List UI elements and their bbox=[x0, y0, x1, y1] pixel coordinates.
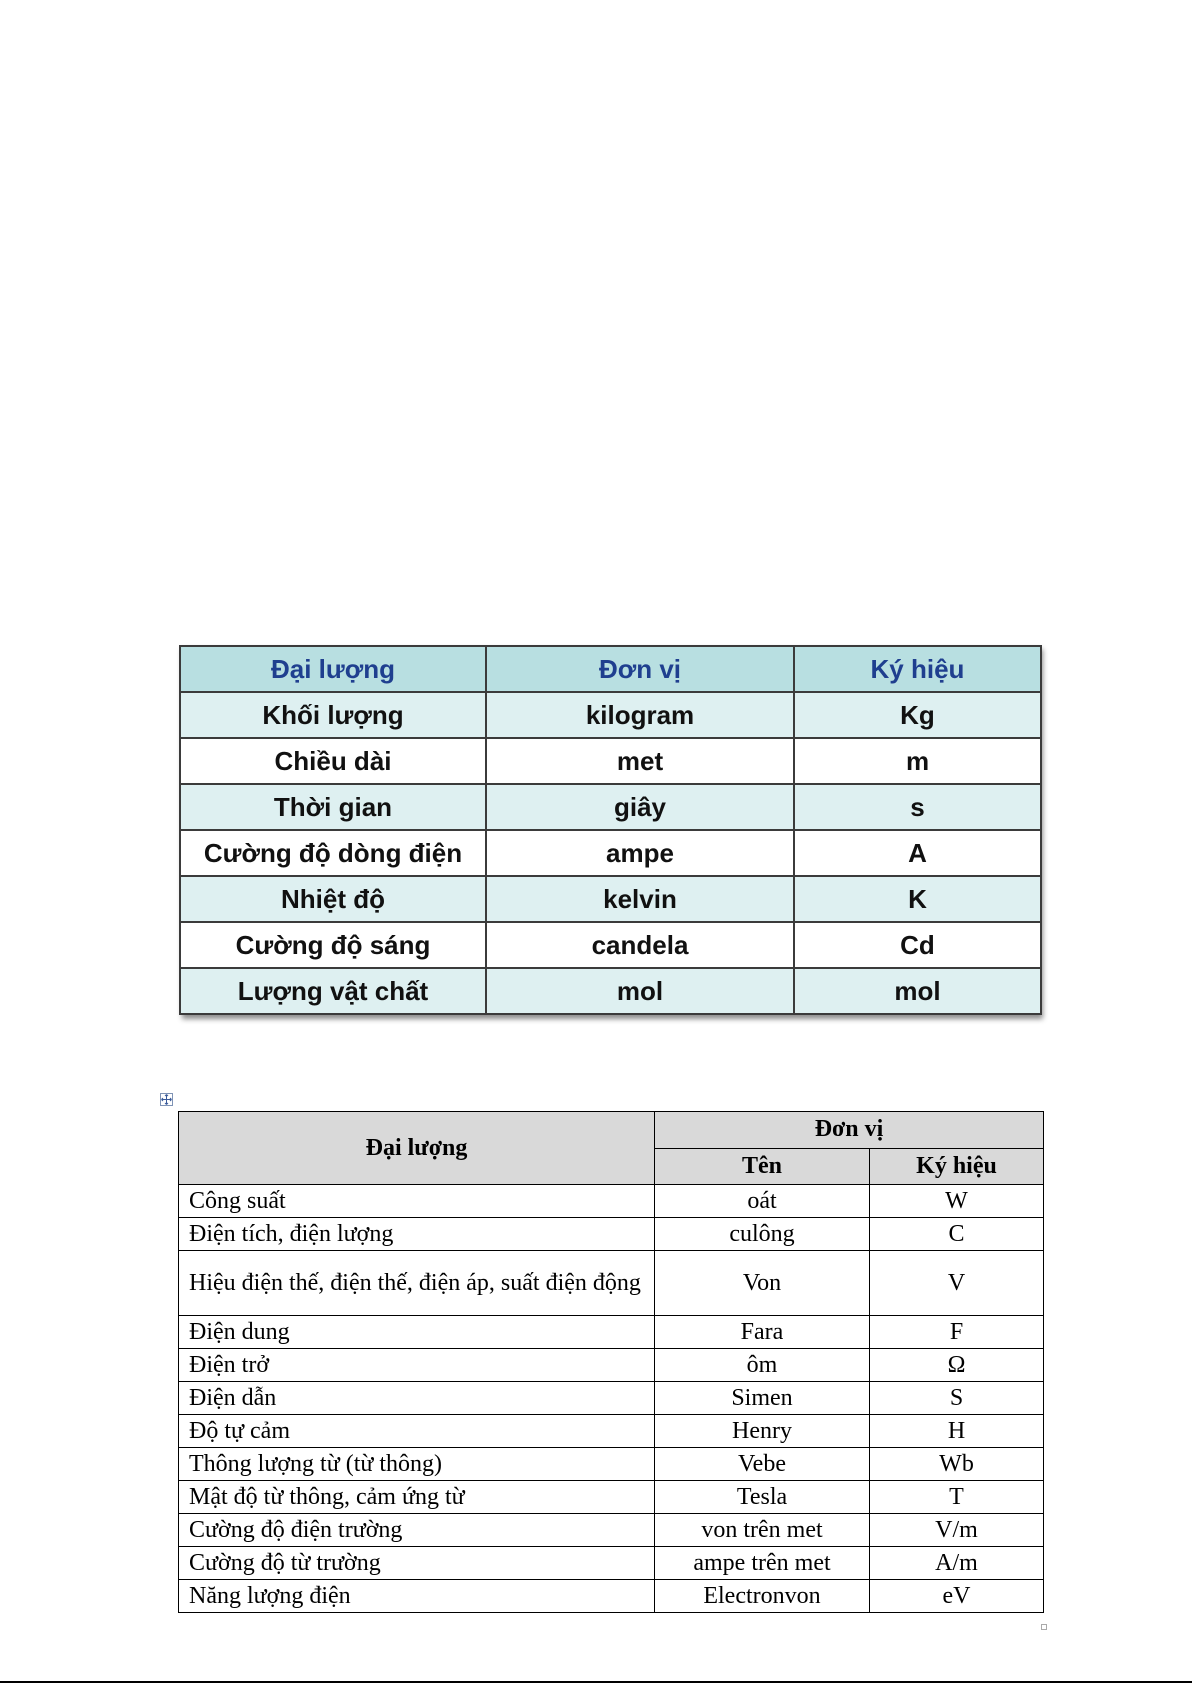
table-row bbox=[179, 1580, 1044, 1613]
unit-cell: kilogram bbox=[486, 692, 794, 738]
quantity-cell: Khối lượng bbox=[180, 692, 486, 738]
table-row bbox=[179, 1382, 1044, 1415]
table-move-handle-icon[interactable] bbox=[160, 1093, 173, 1106]
unit-name-cell: Vebe bbox=[655, 1448, 870, 1481]
table-row bbox=[179, 1218, 1044, 1251]
header-unit-name: Tên bbox=[655, 1148, 870, 1185]
header-unit: Đơn vị bbox=[655, 1112, 1044, 1149]
table-header-row bbox=[179, 1112, 1044, 1149]
unit-symbol-cell: V/m bbox=[870, 1514, 1044, 1547]
unit-symbol-cell: S bbox=[870, 1382, 1044, 1415]
quantity-cell: Lượng vật chất bbox=[180, 968, 486, 1014]
unit-cell: met bbox=[486, 738, 794, 784]
unit-symbol-cell: W bbox=[870, 1185, 1044, 1218]
table-row bbox=[179, 1349, 1044, 1382]
symbol-cell: K bbox=[794, 876, 1041, 922]
quantity-cell: Thông lượng từ (từ thông) bbox=[179, 1448, 655, 1481]
table-row bbox=[180, 830, 1041, 876]
unit-symbol-cell: Wb bbox=[870, 1448, 1044, 1481]
unit-name-cell: Tesla bbox=[655, 1481, 870, 1514]
unit-name-cell: Henry bbox=[655, 1415, 870, 1448]
symbol-cell: A bbox=[794, 830, 1041, 876]
quantity-cell: Cường độ từ trường bbox=[179, 1547, 655, 1580]
header-quantity: Đại lượng bbox=[179, 1112, 655, 1185]
symbol-cell: mol bbox=[794, 968, 1041, 1014]
symbol-cell: s bbox=[794, 784, 1041, 830]
unit-name-cell: ôm bbox=[655, 1349, 870, 1382]
symbol-cell: Kg bbox=[794, 692, 1041, 738]
table-row bbox=[179, 1251, 1044, 1316]
table-row bbox=[180, 968, 1041, 1014]
page-bottom-divider bbox=[0, 1681, 1192, 1683]
unit-name-cell: culông bbox=[655, 1218, 870, 1251]
quantity-cell: Điện dung bbox=[179, 1316, 655, 1349]
header-unit: Đơn vị bbox=[486, 646, 794, 692]
table-row bbox=[180, 784, 1041, 830]
table-row bbox=[180, 738, 1041, 784]
table-end-of-row-marker bbox=[1041, 1624, 1047, 1630]
quantity-cell: Cường độ điện trường bbox=[179, 1514, 655, 1547]
quantity-cell: Cường độ dòng điện bbox=[180, 830, 486, 876]
unit-name-cell: ampe trên met bbox=[655, 1547, 870, 1580]
quantity-cell: Điện dẫn bbox=[179, 1382, 655, 1415]
unit-symbol-cell: H bbox=[870, 1415, 1044, 1448]
si-base-units-table bbox=[179, 645, 1042, 1015]
symbol-cell: m bbox=[794, 738, 1041, 784]
unit-name-cell: Von bbox=[655, 1251, 870, 1316]
unit-symbol-cell: T bbox=[870, 1481, 1044, 1514]
quantity-cell: Hiệu điện thế, điện thế, điện áp, suất điện động bbox=[179, 1251, 655, 1316]
quantity-cell: Điện trở bbox=[179, 1349, 655, 1382]
si-base-units-table-container bbox=[179, 645, 1040, 1015]
table-row bbox=[179, 1514, 1044, 1547]
unit-symbol-cell: C bbox=[870, 1218, 1044, 1251]
unit-cell: ampe bbox=[486, 830, 794, 876]
unit-cell: giây bbox=[486, 784, 794, 830]
unit-name-cell: von trên met bbox=[655, 1514, 870, 1547]
quantity-cell: Cường độ sáng bbox=[180, 922, 486, 968]
table-row bbox=[179, 1547, 1044, 1580]
table-row bbox=[179, 1415, 1044, 1448]
unit-name-cell: Fara bbox=[655, 1316, 870, 1349]
unit-name-cell: oát bbox=[655, 1185, 870, 1218]
table-row bbox=[180, 922, 1041, 968]
unit-symbol-cell: V bbox=[870, 1251, 1044, 1316]
quantity-cell: Công suất bbox=[179, 1185, 655, 1218]
table-row bbox=[180, 876, 1041, 922]
unit-cell: kelvin bbox=[486, 876, 794, 922]
unit-cell: mol bbox=[486, 968, 794, 1014]
symbol-cell: Cd bbox=[794, 922, 1041, 968]
table-row bbox=[179, 1185, 1044, 1218]
table-row bbox=[179, 1481, 1044, 1514]
unit-name-cell: Electronvon bbox=[655, 1580, 870, 1613]
table-row bbox=[179, 1448, 1044, 1481]
header-unit-symbol: Ký hiệu bbox=[870, 1148, 1044, 1185]
header-quantity: Đại lượng bbox=[180, 646, 486, 692]
unit-symbol-cell: F bbox=[870, 1316, 1044, 1349]
quantity-cell: Chiều dài bbox=[180, 738, 486, 784]
quantity-cell: Thời gian bbox=[180, 784, 486, 830]
table-header-row bbox=[180, 646, 1041, 692]
unit-symbol-cell: A/m bbox=[870, 1547, 1044, 1580]
unit-symbol-cell: eV bbox=[870, 1580, 1044, 1613]
unit-symbol-cell: Ω bbox=[870, 1349, 1044, 1382]
unit-cell: candela bbox=[486, 922, 794, 968]
header-symbol: Ký hiệu bbox=[794, 646, 1041, 692]
quantity-cell: Độ tự cảm bbox=[179, 1415, 655, 1448]
unit-name-cell: Simen bbox=[655, 1382, 870, 1415]
quantity-cell: Điện tích, điện lượng bbox=[179, 1218, 655, 1251]
quantity-cell: Mật độ từ thông, cảm ứng từ bbox=[179, 1481, 655, 1514]
quantity-cell: Nhiệt độ bbox=[180, 876, 486, 922]
table-row bbox=[180, 692, 1041, 738]
derived-units-table bbox=[178, 1111, 1044, 1613]
quantity-cell: Năng lượng điện bbox=[179, 1580, 655, 1613]
table-row bbox=[179, 1316, 1044, 1349]
